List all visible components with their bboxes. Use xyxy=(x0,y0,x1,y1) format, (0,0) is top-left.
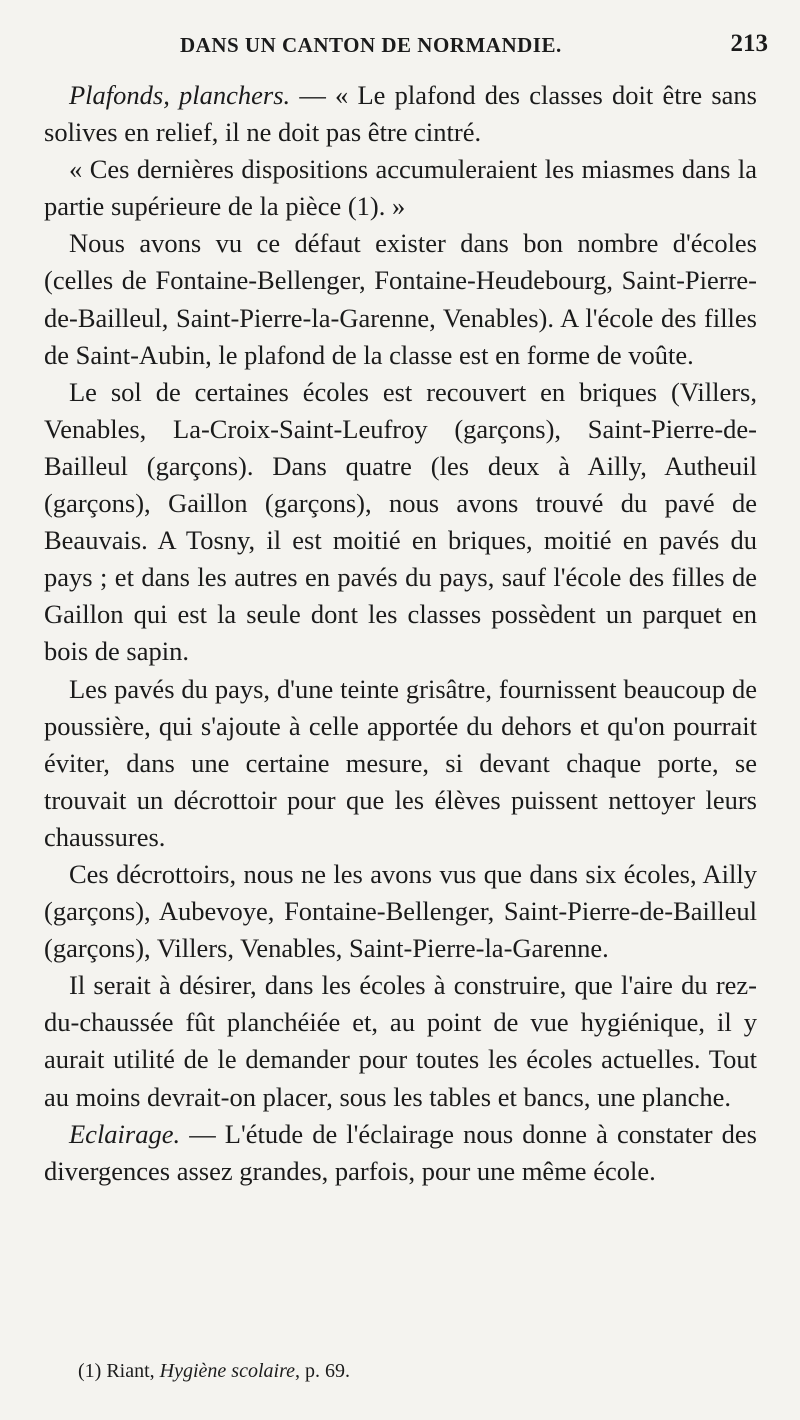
section-heading: Eclairage. xyxy=(69,1118,181,1149)
paragraph xyxy=(44,151,757,225)
paragraph-text: « Ces dernières dispositions accumuleraient les miasmes dans la partie supérieure de la pièce (1). » xyxy=(44,154,757,222)
paragraph-text: — « Le plafond des classes doit être sans solives en relief, il ne doit pas être cintré. xyxy=(44,80,757,148)
paragraph xyxy=(44,856,757,967)
paragraph-text: Les pavés du pays, d'une teinte grisâtre, fournissent beaucoup de poussière, qui s'ajoute à celle apportée du dehors et qu'on pourrait éviter, dans une certaine mesure, si devant chaque porte, se trouvait un décrottoir pour que les élèves puissent nettoyer leurs chaussures. xyxy=(44,673,757,852)
paragraph xyxy=(44,967,757,1115)
footnote-page: , p. 69. xyxy=(295,1360,350,1382)
section-heading: Plafonds, planchers. xyxy=(69,80,291,110)
page-header xyxy=(0,30,800,65)
paragraph-text: Le sol de certaines écoles est recouvert en briques (Villers, Venables, La-Croix-Saint-Leufroy (garçons), Saint-Pierre-de-Bailleul (garçons). Dans quatre (les deux à Ailly, Autheuil (garçons), Gaillon (garçons), nous avons trouvé du pavé de Beauvais. A Tosny, il est moitié en briques, moitié en pavés du pays ; et dans les autres en pavés du pays, sauf l'école des filles de Gaillon qui est la seule dont les classes possèdent un parquet en bois de sapin. xyxy=(44,376,757,667)
footnote xyxy=(78,1360,350,1383)
paragraph xyxy=(44,671,757,856)
paragraph-text: Ces décrottoirs, nous ne les avons vus que dans six écoles, Ailly (garçons), Aubevoye, Fontaine-Bellenger, Saint-Pierre-de-Bailleul (garçons), Villers, Venables, Saint-Pierre-la-Garenne. xyxy=(44,858,757,964)
paragraph-text: Il serait à désirer, dans les écoles à construire, que l'aire du rez-du-chaussée fût planchéiée et, au point de vue hygiénique, il y aurait utilité de le demander pour toutes les écoles actuelles. Tout au moins devrait-on placer, sous les tables et bancs, une planche. xyxy=(44,970,757,1112)
body-text xyxy=(44,77,757,1190)
paragraph xyxy=(44,374,757,671)
page-number: 213 xyxy=(730,30,768,57)
paragraph xyxy=(44,1116,757,1190)
paragraph xyxy=(44,225,757,373)
footnote-marker: (1) xyxy=(78,1360,102,1382)
paragraph-text: Nous avons vu ce défaut exister dans bon nombre d'écoles (celles de Fontaine-Bellenger, Fontaine-Heudebourg, Saint-Pierre-de-Bailleul, Saint-Pierre-la-Garenne, Venables). A l'école des filles de Saint-Aubin, le plafond de la classe est en forme de voûte. xyxy=(44,228,757,370)
paragraph xyxy=(44,77,757,151)
footnote-author: Riant, xyxy=(101,1360,160,1382)
paragraph-text: — L'étude de l'éclairage nous donne à constater des divergences assez grandes, parfois, pour une même école. xyxy=(44,1118,757,1186)
footnote-work: Hygiène scolaire xyxy=(159,1360,295,1382)
running-title: DANS UN CANTON DE NORMANDIE. xyxy=(180,33,562,57)
